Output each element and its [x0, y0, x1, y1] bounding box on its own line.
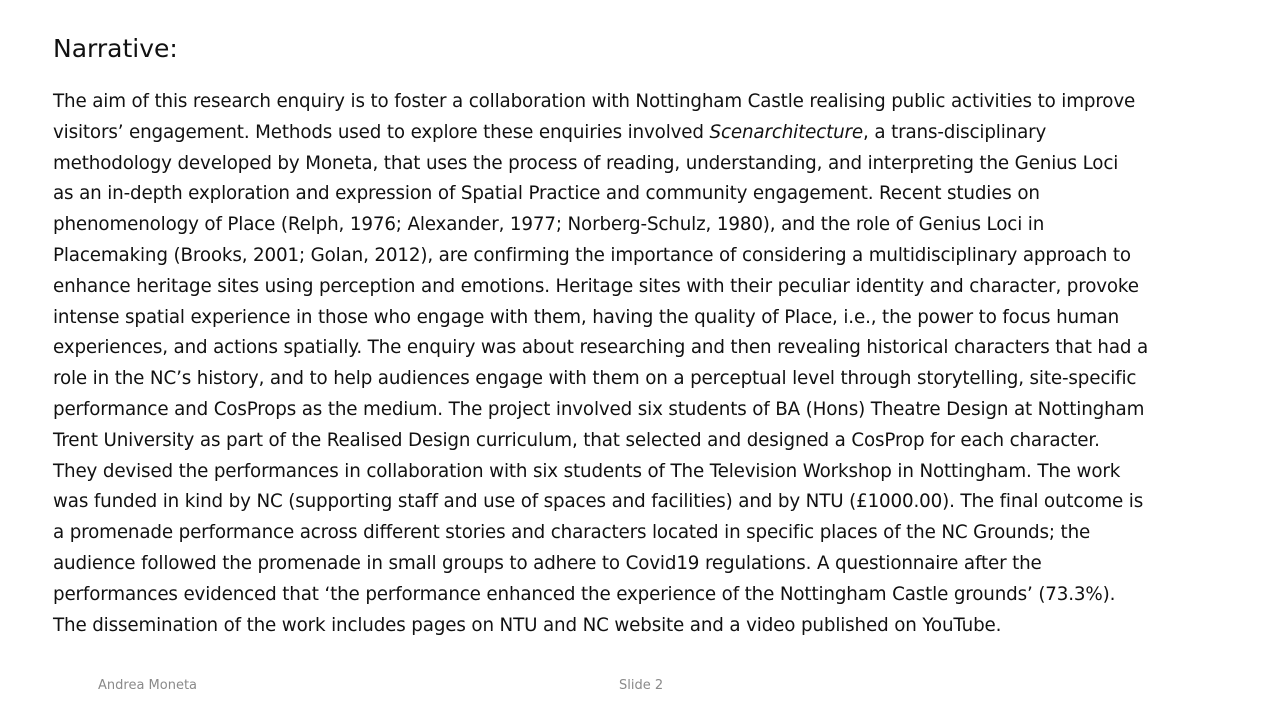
body-line: The aim of this research enquiry is to foster a collaboration with Nottingham Castle realising public activities to improve [53, 91, 1136, 112]
footer-author: Andrea Moneta [98, 678, 198, 693]
body-line: intense spatial experience in those who engage with them, having the quality of Place, i.e., the power to focus human [53, 306, 1120, 328]
body-line [53, 118, 1233, 149]
body-line: a promenade performance across different stories and characters located in specific places of the NC Grounds; the [53, 522, 1091, 544]
body-line-text: , a trans-disciplinary [863, 121, 1047, 143]
body-line: methodology developed by Moneta, that uses the process of reading, understanding, and interpreting the Genius Loci [53, 152, 1119, 174]
body-line: The dissemination of the work includes pages on NTU and NC website and a video published on YouTube. [53, 614, 1002, 636]
body-line: performances evidenced that ‘the performance enhanced the experience of the Nottingham Castle grounds’ (73.3%). [53, 583, 1116, 605]
body-line: performance and CosProps as the medium. The project involved six students of BA (Hons) Theatre Design at Nottingham [53, 398, 1145, 420]
body-line: Trent University as part of the Realised Design curriculum, that selected and designed a CosProp for each character. [53, 429, 1100, 451]
body-line: experiences, and actions spatially. The enquiry was about researching and then revealing historical characters that had a [53, 337, 1149, 359]
body-line: enhance heritage sites using perception and emotions. Heritage sites with their peculiar identity and character, provoke [53, 275, 1139, 297]
body-line: They devised the performances in collaboration with six students of The Television Workshop in Nottingham. The work [53, 460, 1121, 482]
scenarchitecture-term: Scenarchitecture [709, 121, 864, 143]
body-line-text: visitors’ engagement. Methods used to explore these enquiries involved [53, 121, 710, 143]
body-line: as an in-depth exploration and expression of Spatial Practice and community engagement. Recent studies on [53, 183, 1040, 205]
body-line: Placemaking (Brooks, 2001; Golan, 2012), are confirming the importance of considering a multidisciplinary approach to [53, 244, 1131, 266]
slide-title: Narrative: [53, 34, 178, 63]
body-line: was funded in kind by NC (supporting staff and use of spaces and facilities) and by NTU (£1000.00). The final outcome is [53, 491, 1144, 513]
body-line: role in the NC’s history, and to help audiences engage with them on a perceptual level through storytelling, site-specific [53, 368, 1137, 390]
narrative-body [53, 87, 1233, 641]
footer-slide-number: Slide 2 [619, 678, 664, 693]
body-line: phenomenology of Place (Relph, 1976; Alexander, 1977; Norberg-Schulz, 1980), and the role of Genius Loci in [53, 214, 1045, 236]
body-line: audience followed the promenade in small groups to adhere to Covid19 regulations. A questionnaire after the [53, 552, 1042, 574]
